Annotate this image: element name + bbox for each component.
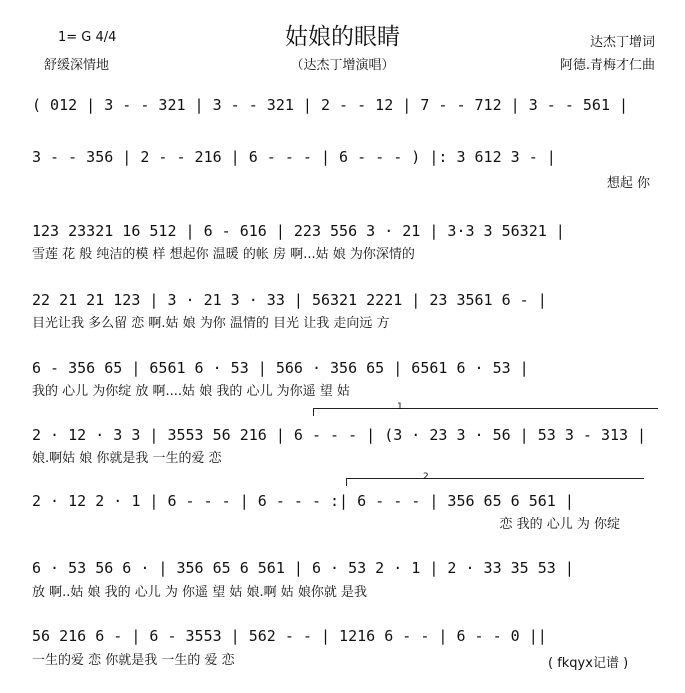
key-signature: 1= G 4/4 [58,30,117,45]
notation-line-6: 2 · 12 · 3 3 | 3553 56 216 | 6 - - - | (3 · 23 3 · 56 | 53 3 - 313 | [32,426,647,444]
volta-2-hook [346,478,347,486]
notation-line-8: 6 · 53 56 6 · | 356 65 6 561 | 6 · 53 2 · 1 | 2 · 33 35 53 | [32,559,574,577]
volta-1-label: 1 [397,402,403,412]
lyrics-line-8: 放 啊..姑 娘 我的 心儿 为 你遥 望 姑 娘.啊 姑 娘你就 是我 [32,585,367,600]
notation-line-5: 6 - 356 65 | 6561 6 · 53 | 566 · 356 65 | 6561 6 · 53 | [32,359,529,377]
volta-2-bracket [346,478,644,479]
notation-line-7: 2 · 12 2 · 1 | 6 - - - | 6 - - - :| 6 - - - | 356 65 6 561 | [32,492,574,510]
volta-1-hook [313,408,314,416]
singer-credit: （达杰丁增演唱） [290,58,395,73]
tempo-marking: 舒缓深情地 [44,58,110,73]
lyrics-line-3: 雪莲 花 般 纯洁的模 样 想起你 温暖 的帐 房 啊...姑 娘 为你深情的 [32,247,415,262]
lyrics-line-4: 目光让我 多么留 恋 啊.姑 娘 为你 温情的 目光 让我 走向远 方 [32,316,390,331]
volta-2-label: 2 [423,472,429,482]
notation-line-9: 56 216 6 - | 6 - 3553 | 562 - - | 1216 6 - - | 6 - - 0 || [32,627,547,645]
lyrics-line-9: 一生的爱 恋 你就是我 一生的 爱 恋 [32,653,235,668]
transcriber-credit: ( fkqyx记谱 ) [548,656,629,671]
song-title: 姑娘的眼睛 [285,24,400,50]
lyrics-line-2: 想起 你 [606,176,650,191]
lyrics-line-7: 恋 我的 心儿 为 你绽 [499,517,620,532]
notation-line-3: 123 23321 16 512 | 6 - 616 | 223 556 3 · 21 | 3·3 3 56321 | [32,222,565,240]
lyricist-credit: 达杰丁增词 [589,35,655,50]
lyrics-line-6: 娘.啊姑 娘 你就是我 一生的爱 恋 [32,451,222,466]
notation-line-2: 3 - - 356 | 2 - - 216 | 6 - - - | 6 - - - ) |: 3 612 3 - | [32,148,556,166]
composer-credit: 阿德.青梅才仁曲 [559,58,655,73]
lyrics-line-5: 我的 心儿 为你绽 放 啊....姑 娘 我的 心儿 为你遥 望 姑 [32,384,350,399]
notation-line-4: 22 21 21 123 | 3 · 21 3 · 33 | 56321 2221 | 23 3561 6 - | [32,291,547,309]
notation-line-1: ( 012 | 3 - - 321 | 3 - - 321 | 2 - - 12 | 7 - - 712 | 3 - - 561 | [32,96,629,114]
volta-1-bracket [313,408,658,409]
